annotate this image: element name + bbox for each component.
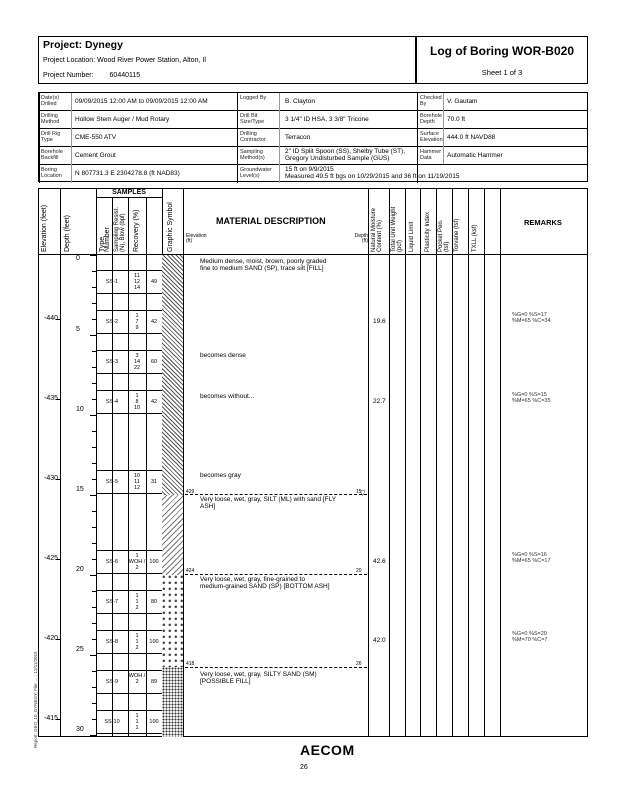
- material-3: becomes without...: [200, 393, 255, 400]
- location-label: Boring Location: [41, 167, 62, 179]
- sample-blows: [128, 553, 146, 571]
- sample-blows: [128, 593, 146, 611]
- stratum-depth-15: 15: [356, 489, 362, 495]
- sample-blows: [128, 673, 146, 685]
- sample-recovery: 31: [150, 479, 158, 485]
- depth-tick: [92, 543, 96, 544]
- groundwater-1: 15 ft on 9/9/2015: [285, 166, 334, 173]
- unit-weight-header: Total Unit Weight (pcf): [391, 206, 403, 252]
- graphic-silt-ash: [162, 495, 183, 575]
- blow-count: 22: [133, 365, 141, 371]
- stratum-boundary-15: [185, 494, 367, 495]
- sample-recovery: 49: [150, 279, 158, 285]
- depth-tick: [90, 255, 96, 256]
- stratum-elev-26: 418: [186, 661, 195, 667]
- graphic-fill-sand: [162, 255, 183, 495]
- depth-label: 25: [76, 646, 84, 653]
- drill-rig-label: Drill Rig Type: [41, 131, 61, 143]
- depth-label: 10: [76, 406, 84, 413]
- blow-count: 10: [133, 405, 141, 411]
- depth-tick: [90, 655, 96, 656]
- blow-count: 2: [135, 645, 139, 651]
- elevation-tick: [56, 399, 60, 400]
- sample-blows: [128, 393, 146, 411]
- drill-bit: 3 1/4" ID HSA, 3 3/8" Tricone: [285, 116, 369, 123]
- blow-count: 12: [133, 279, 141, 285]
- elevation-label: -435: [44, 395, 59, 402]
- depth-label: 15: [76, 486, 84, 493]
- sample-recovery: 89: [150, 679, 158, 685]
- stratum-depth-20: 20: [356, 568, 362, 574]
- depth-tick: [92, 511, 96, 512]
- sample-recovery: 60: [150, 359, 158, 365]
- blow-count: 1: [135, 719, 139, 725]
- page-number: 26: [300, 764, 308, 771]
- blow-count: 2: [135, 605, 139, 611]
- hammer: Automatic Hammer: [447, 152, 503, 159]
- graphic-bottom-ash: [162, 575, 183, 667]
- blow-count: 3: [135, 353, 139, 359]
- sample-recovery: 42: [150, 399, 158, 405]
- sample-type: SS-10: [104, 719, 120, 725]
- type-header: Type: [99, 236, 106, 252]
- blow-count: 7: [135, 319, 139, 325]
- blow-count: 14: [133, 285, 141, 291]
- material-7: Very loose, wet, gray, SILTY SAND (SM) [POSSIBLE FILL]: [200, 671, 317, 685]
- aecom-logo: AECOM: [300, 742, 355, 758]
- samples-header: SAMPLES: [112, 189, 146, 196]
- recovery-header: Recovery (%): [133, 209, 140, 252]
- stratum-boundary-20: [185, 574, 367, 575]
- liquid-limit-header: Liquid Limit: [409, 221, 415, 252]
- remark-1: %G=0 %S=17 %M=65 %C=34: [512, 312, 551, 324]
- sample-type: SS-1: [105, 279, 119, 285]
- blows-header: Sampling Resist. (N), Blow (bpf): [114, 206, 126, 252]
- boring-info-table: [38, 92, 588, 182]
- remarks-header: REMARKS: [524, 218, 562, 227]
- blow-count: 1: [135, 553, 139, 559]
- elevation-header: Elevation (feet): [41, 204, 48, 252]
- elevation-ft-subheader: Elevation (ft): [186, 233, 207, 244]
- sample-type: SS-8: [105, 639, 119, 645]
- sample-type: SS-2: [105, 319, 119, 325]
- blow-count: 8: [135, 399, 139, 405]
- pocket-pen-header: Pocket Pen. (tsf): [438, 219, 450, 252]
- elevation-label: -415: [44, 715, 59, 722]
- depth-tick: [92, 383, 96, 384]
- blow-count: 1: [135, 633, 139, 639]
- txll-header: TXLL (ksf): [472, 224, 478, 252]
- depth-label: 20: [76, 566, 84, 573]
- elevation-tick: [56, 319, 60, 320]
- sample-type: SS-4: [105, 399, 119, 405]
- sample-type: SS-9: [105, 679, 119, 685]
- dates-drilled-label: Date(s) Drilled: [41, 95, 60, 107]
- sample-recovery: 80: [150, 599, 158, 605]
- moisture-2: 22.7: [373, 398, 386, 405]
- depth-tick: [90, 575, 96, 576]
- moisture-header: Natural Moisture Content (%): [371, 207, 383, 252]
- elevation-label: -425: [44, 555, 59, 562]
- sample-blows: [128, 273, 146, 291]
- blow-count: 14: [133, 359, 141, 365]
- material-description-header: MATERIAL DESCRIPTION: [216, 216, 326, 226]
- sample-blows: [128, 473, 146, 491]
- graphic-header: Graphic Symbol: [167, 202, 174, 252]
- logged-by-label: Logged By: [240, 95, 267, 101]
- depth-ft-subheader: Depth (ft): [354, 233, 368, 244]
- material-1: Medium dense, moist, brown, poorly graded fine to medium SAND (SP), trace silt [FILL]: [200, 258, 327, 272]
- blow-count: 1: [135, 599, 139, 605]
- depth-tick: [92, 703, 96, 704]
- hammer-label: Hammer Data: [420, 149, 442, 161]
- report-sidebar-text: Report: GEO_10_DYNEGY; File: ... ; 12/11/2015: [33, 651, 38, 748]
- remark-4: %G=0 %S=20 %M=70 %C=7: [512, 631, 548, 643]
- dates-drilled: 09/09/2015 12:00 AM to 09/09/2015 12:00 AM: [75, 98, 208, 105]
- blow-count: 11: [134, 273, 140, 279]
- log-title: Log of Boring WOR-B020: [430, 44, 574, 58]
- blow-count: 1: [135, 593, 139, 599]
- project-location: Project Location: Wood River Power Station, Alton, Il: [43, 57, 206, 64]
- blow-count: 10: [133, 473, 141, 479]
- sample-type: SS-6: [105, 559, 119, 565]
- depth-tick: [92, 447, 96, 448]
- blow-count: 1: [135, 313, 139, 319]
- graphic-silty-sand: [162, 667, 183, 737]
- sample-recovery: 100: [149, 559, 159, 565]
- backfill-label: Borehole Backfill: [41, 149, 64, 161]
- sampling-method-1: 2" ID Split Spoon (SS), Shelby Tube (ST),: [285, 148, 406, 155]
- drilling-method-label: Drilling Method: [41, 113, 60, 125]
- checked-by: V. Gautam: [447, 98, 478, 105]
- sheet-number: Sheet 1 of 3: [481, 68, 523, 77]
- depth-header: Depth (feet): [64, 215, 71, 252]
- depth-tick: [92, 303, 96, 304]
- elevation-label: -420: [44, 635, 59, 642]
- depth-tick: [90, 335, 96, 336]
- sample-blows: [128, 633, 146, 651]
- stratum-elev-15: 429: [186, 489, 195, 495]
- sample-type: SS-7: [105, 599, 119, 605]
- total-depth-label: Borehole Depth: [420, 113, 443, 125]
- contractor-label: Drilling Contractor: [240, 131, 266, 143]
- depth-tick: [92, 463, 96, 464]
- depth-tick: [90, 735, 96, 736]
- torvane-header: Torvane (tsf): [454, 218, 460, 252]
- depth-label: 5: [76, 326, 80, 333]
- blow-count: 12: [133, 485, 141, 491]
- logged-by: B. Clayton: [285, 98, 315, 105]
- drill-bit-label: Drill Bit Size/Type: [240, 113, 265, 125]
- depth-tick: [92, 623, 96, 624]
- boring-location: N 807731.3 E 2304278.8 (ft NAD83): [75, 170, 180, 177]
- blow-count: 11: [134, 479, 140, 485]
- material-4: becomes gray: [200, 472, 241, 479]
- backfill: Cement Grout: [75, 152, 116, 159]
- stratum-elev-20: 424: [186, 568, 195, 574]
- blow-count: 1: [135, 639, 139, 645]
- stratum-boundary-26: [185, 667, 367, 668]
- sample-type: SS-3: [105, 359, 119, 365]
- sampling-label: Sampling Method(s): [240, 149, 265, 161]
- number-header: Number: [104, 227, 111, 252]
- remark-2: %G=0 %S=15 %M=65 %C=35: [512, 392, 551, 404]
- project-number: Project Number: 60440115: [43, 72, 141, 79]
- log-header: [416, 36, 588, 84]
- water-level-icon: ▽: [360, 490, 366, 497]
- material-6: Very loose, wet, gray, fine-grained to medium-grained SAND (SP) [BOTTOM ASH]: [200, 576, 330, 590]
- blow-count: 1: [135, 393, 139, 399]
- surface-elev-label: Surface Elevation: [420, 131, 443, 143]
- stratum-depth-26: 26: [356, 661, 362, 667]
- material-5: Very loose, wet, gray, SILT (ML) with sand [FLY ASH]: [200, 496, 337, 510]
- elevation-tick: [56, 639, 60, 640]
- elevation-label: -440: [44, 315, 59, 322]
- contractor: Terracon: [285, 134, 311, 141]
- project-title: Project: Dynegy: [43, 39, 123, 51]
- sampling-method-2: Gregory Undisturbed Sample (GUS): [285, 155, 390, 162]
- moisture-1: 19.6: [373, 318, 386, 325]
- checked-by-label: Checked By: [420, 95, 442, 107]
- surface-elevation: 444.0 ft NAVD88: [447, 134, 496, 141]
- remark-3: %G=0 %S=16 %M=65 %C=17: [512, 552, 551, 564]
- sample-blows: [128, 713, 146, 731]
- elevation-tick: [56, 559, 60, 560]
- groundwater-2: Measured 49.5 ft bgs on 10/29/2015 and 36 ft on 11/19/2015: [285, 173, 460, 180]
- depth-tick: [90, 415, 96, 416]
- depth-tick: [92, 431, 96, 432]
- elevation-label: -430: [44, 475, 59, 482]
- elevation-tick: [56, 479, 60, 480]
- blow-count: WOH / 2: [128, 673, 146, 685]
- blow-count: 9: [135, 325, 139, 331]
- drilling-method: Hollow Stem Auger / Mud Rotary: [75, 116, 170, 123]
- moisture-4: 42.0: [373, 637, 386, 644]
- project-header: [38, 36, 416, 84]
- depth-tick: [92, 527, 96, 528]
- sample-type: SS-5: [105, 479, 119, 485]
- blow-count: 1: [135, 725, 139, 731]
- drill-rig: CME-550 ATV: [75, 134, 117, 141]
- total-depth: 70.0 ft: [447, 116, 466, 123]
- groundwater-label: Groundwater Level(s): [240, 167, 272, 179]
- depth-label: 30: [76, 726, 84, 733]
- sample-recovery: 100: [149, 639, 159, 645]
- sample-blows: [128, 313, 146, 331]
- sample-recovery: 100: [149, 719, 159, 725]
- elevation-tick: [56, 719, 60, 720]
- depth-tick: [90, 495, 96, 496]
- sample-recovery: 42: [150, 319, 158, 325]
- sample-blows: [128, 353, 146, 371]
- blow-count: 1: [135, 713, 139, 719]
- material-2: becomes dense: [200, 352, 246, 359]
- plasticity-header: Plasticity Index: [425, 211, 431, 252]
- moisture-3: 42.6: [373, 558, 386, 565]
- blow-count: WOH / 2: [128, 559, 146, 571]
- depth-label: 0: [76, 255, 80, 262]
